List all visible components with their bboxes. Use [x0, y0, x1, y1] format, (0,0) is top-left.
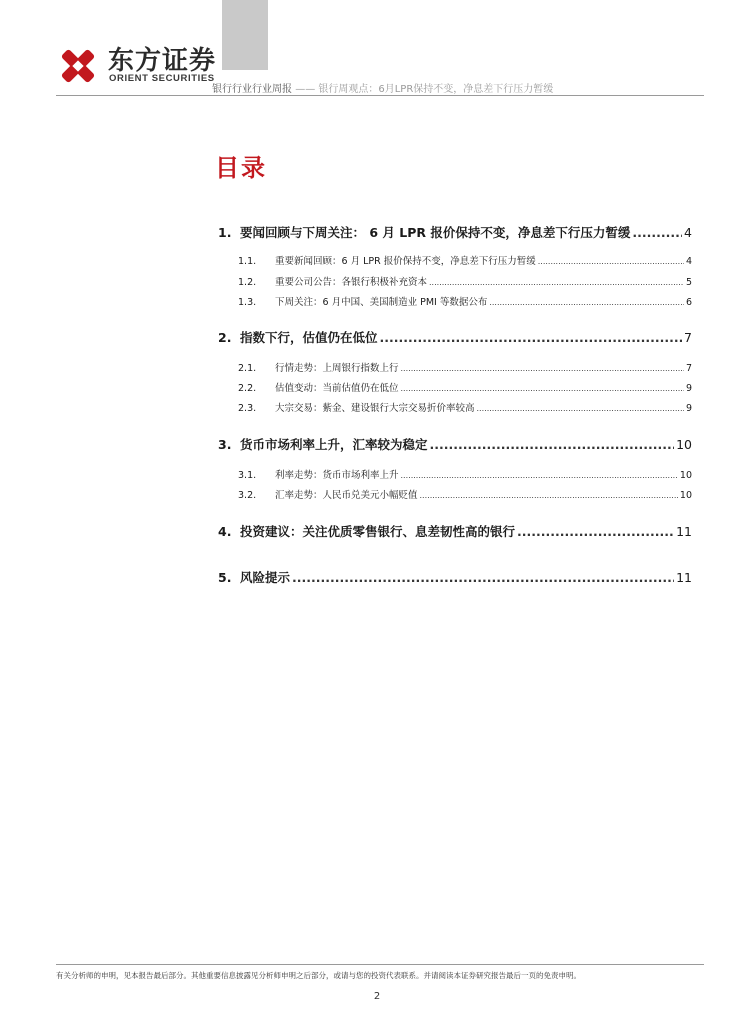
toc-entry-number: 4. [218, 524, 232, 539]
footer-divider [56, 964, 704, 965]
toc-entry-page: 10 [679, 490, 692, 501]
toc-entry[interactable] [218, 294, 692, 308]
toc-entry-page: 10 [676, 437, 692, 452]
toc-leader [489, 298, 684, 307]
toc-entry-number: 2.3. [238, 403, 257, 414]
report-subtitle: 银行周观点：6月LPR保持不变，净息差下行压力暂缓 [318, 84, 554, 95]
header-decoration-tab [222, 0, 268, 70]
toc-entry-page: 6 [685, 297, 692, 308]
header-separator: —— [295, 84, 316, 95]
toc-entry-text: 下周关注：6 月中国、美国制造业 PMI 等数据公布 [275, 297, 488, 308]
brand-name-en: ORIENT SECURITIES [109, 73, 215, 84]
toc-entry-number: 5. [218, 570, 232, 585]
toc-entry-text: 估值变动：当前估值仍在低位 [275, 383, 399, 394]
orient-securities-logo [56, 44, 100, 88]
toc-entry[interactable] [218, 253, 692, 267]
report-category: 银行行业行业周报 [212, 84, 292, 95]
toc-entry[interactable] [218, 400, 692, 414]
toc-entry-text: 风险提示 [240, 570, 291, 585]
toc-entry-number: 3.1. [238, 470, 257, 481]
toc-leader [380, 330, 683, 345]
toc-leader [420, 491, 678, 500]
toc-entry-page: 11 [676, 524, 692, 539]
toc-title: 目录 [215, 154, 267, 182]
toc-entry-number: 2. [218, 330, 232, 345]
toc-entry-number: 1. [218, 225, 232, 240]
toc-entry-number: 3.2. [238, 490, 257, 501]
toc-leader [401, 384, 684, 393]
toc-entry-text: 行情走势：上周银行指数上行 [275, 363, 399, 374]
toc-entry-number: 2.2. [238, 383, 257, 394]
toc-entry-page: 7 [685, 363, 692, 374]
toc-leader [430, 437, 675, 452]
toc-entry[interactable] [218, 467, 692, 481]
toc-entry[interactable] [218, 522, 692, 540]
toc-leader [632, 225, 682, 240]
toc-leader [429, 278, 684, 287]
toc-entry-page: 9 [685, 403, 692, 414]
toc-entry-page: 5 [685, 277, 692, 288]
toc-entry[interactable] [218, 223, 692, 241]
toc-entry[interactable] [218, 380, 692, 394]
toc-entry-text: 利率走势：货币市场利率上升 [275, 470, 399, 481]
toc-entry-text: 要闻回顾与下周关注： 6 月 LPR 报价保持不变，净息差下行压力暂缓 [240, 225, 631, 240]
toc-leader [401, 364, 684, 373]
toc-entry[interactable] [218, 435, 692, 453]
toc-entry-text: 货币市场利率上升，汇率较为稳定 [240, 437, 428, 452]
toc-leader [401, 471, 678, 480]
toc-entry-number: 2.1. [238, 363, 257, 374]
toc-leader [292, 570, 674, 585]
toc-entry[interactable] [218, 360, 692, 374]
toc-entry-page: 4 [684, 225, 692, 240]
toc-entry[interactable] [218, 487, 692, 501]
toc-entry-text: 汇率走势：人民币兑美元小幅贬值 [275, 490, 418, 501]
toc-entry-page: 4 [685, 256, 692, 267]
header-divider [56, 95, 704, 96]
toc-leader [538, 257, 684, 266]
toc-entry-page: 7 [684, 330, 692, 345]
toc-entry-number: 1.2. [238, 277, 257, 288]
toc-entry-text: 重要新闻回顾：6 月 LPR 报价保持不变，净息差下行压力暂缓 [275, 256, 536, 267]
toc-leader [477, 404, 684, 413]
toc-entry-text: 大宗交易：紫金、建设银行大宗交易折价率较高 [275, 403, 475, 414]
footer-disclaimer: 有关分析师的申明，见本报告最后部分。其他重要信息披露见分析师申明之后部分，或请与您的投资代表联系。并请阅读本证券研究报告最后一页的免责申明。 [56, 971, 581, 980]
toc-entry-page: 11 [676, 570, 692, 585]
toc-leader [517, 524, 674, 539]
toc-entry-number: 1.1. [238, 256, 257, 267]
toc-entry[interactable] [218, 328, 692, 346]
toc-entry-number: 3. [218, 437, 232, 452]
toc-entry-text: 重要公司公告：各银行积极补充资本 [275, 277, 428, 288]
page-number: 2 [373, 991, 381, 1002]
toc-entry-page: 9 [685, 383, 692, 394]
toc-entry-page: 10 [679, 470, 692, 481]
toc-entry[interactable] [218, 568, 692, 586]
toc-entry[interactable] [218, 274, 692, 288]
toc-entry-number: 1.3. [238, 297, 257, 308]
toc-entry-text: 指数下行，估值仍在低位 [240, 330, 378, 345]
toc-entry-text: 投资建议：关注优质零售银行、息差韧性高的银行 [240, 524, 516, 539]
brand-name-cn: 东方证券 [108, 46, 217, 76]
report-header [212, 80, 553, 95]
